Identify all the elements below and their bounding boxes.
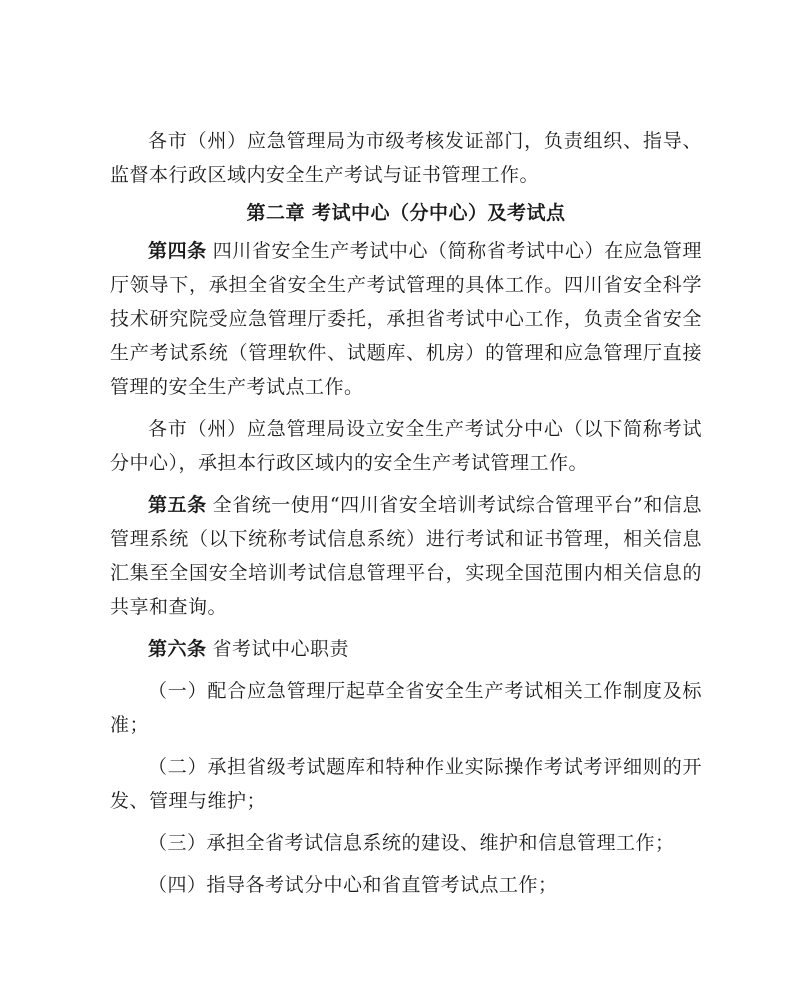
article-4 <box>110 234 702 404</box>
paragraph-text: 各市（州）应急管理局为市级考核发证部门，负责组织、指导、监督本行政区域内安全生产考试与证书管理工作。 <box>110 130 702 186</box>
list-item <box>110 826 702 860</box>
paragraph-text: （三）承担全省考试信息系统的建设、维护和信息管理工作； <box>148 832 675 854</box>
paragraph-text: 省考试中心职责 <box>212 638 350 660</box>
paragraph-text: （一）配合应急管理厅起草全省安全生产考试相关工作制度及标准； <box>110 680 702 736</box>
paragraph-text: 各市（州）应急管理局设立安全生产考试分中心（以下简称考试分中心），承担本行政区域内的安全生产考试管理工作。 <box>110 418 702 474</box>
chapter-title: 第二章 考试中心（分中心）及考试点 <box>246 202 566 224</box>
article-label: 第五条 <box>148 494 207 516</box>
paragraph <box>110 124 702 192</box>
article-6 <box>110 632 702 666</box>
list-item <box>110 868 702 902</box>
paragraph <box>110 412 702 480</box>
article-label: 第六条 <box>148 638 207 660</box>
list-item <box>110 674 702 742</box>
list-item <box>110 750 702 818</box>
article-label: 第四条 <box>148 240 207 262</box>
paragraph-text: （四）指导各考试分中心和省直管考试点工作； <box>148 874 558 896</box>
article-5 <box>110 488 702 624</box>
paragraph-text: （二）承担省级考试题库和特种作业实际操作考试考评细则的开发、管理与维护； <box>110 756 702 812</box>
paragraph-text: 全省统一使用“四川省安全培训考试综合管理平台”和信息管理系统（以下统称考试信息系统）进行考试和证书管理，相关信息汇集至全国安全培训考试信息管理平台，实现全国范围内相关信息的共享和查询。 <box>110 494 702 618</box>
paragraph-text: 四川省安全生产考试中心（简称省考试中心）在应急管理厅领导下，承担全省安全生产考试管理的具体工作。四川省安全科学技术研究院受应急管理厅委托，承担省考试中心工作，负责全省安全生产考试系统（管理软件、试题库、机房）的管理和应急管理厅直接管理的安全生产考试点工作。 <box>110 240 702 398</box>
document-body <box>110 124 702 902</box>
